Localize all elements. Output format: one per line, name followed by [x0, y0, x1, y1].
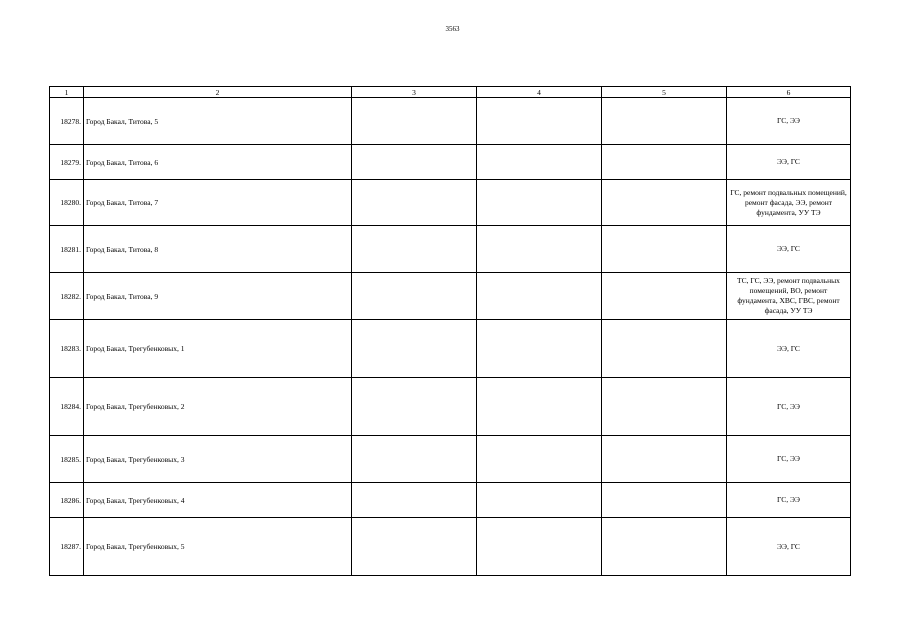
- row-col3: [352, 226, 477, 273]
- row-col4: [477, 436, 602, 483]
- column-header: 3: [352, 87, 477, 98]
- row-col3: [352, 145, 477, 180]
- table-row: [50, 378, 851, 436]
- row-works: ГС, ремонт подвальных помещений, ремонт фасада, ЭЭ, ремонт фундамента, УУ ТЭ: [727, 180, 851, 226]
- row-address: Город Бакал, Титова, 5: [84, 98, 352, 145]
- register-table: [49, 86, 851, 576]
- row-col5: [602, 518, 727, 576]
- row-number: 18285.: [50, 436, 84, 483]
- row-works: ГС, ЭЭ: [727, 98, 851, 145]
- row-works: ГС, ЭЭ: [727, 378, 851, 436]
- row-col4: [477, 320, 602, 378]
- row-works: ГС, ЭЭ: [727, 436, 851, 483]
- table-row: [50, 436, 851, 483]
- row-works: ЭЭ, ГС: [727, 145, 851, 180]
- row-col3: [352, 436, 477, 483]
- row-col4: [477, 518, 602, 576]
- row-number: 18287.: [50, 518, 84, 576]
- row-col3: [352, 273, 477, 320]
- row-works: ЭЭ, ГС: [727, 320, 851, 378]
- row-col5: [602, 98, 727, 145]
- row-col4: [477, 378, 602, 436]
- row-col5: [602, 320, 727, 378]
- row-col4: [477, 180, 602, 226]
- row-col5: [602, 273, 727, 320]
- table-row: [50, 273, 851, 320]
- row-col5: [602, 145, 727, 180]
- table-row: [50, 226, 851, 273]
- column-header: 6: [727, 87, 851, 98]
- row-col3: [352, 180, 477, 226]
- row-address: Город Бакал, Титова, 8: [84, 226, 352, 273]
- row-col3: [352, 320, 477, 378]
- row-address: Город Бакал, Титова, 6: [84, 145, 352, 180]
- row-works: ЭЭ, ГС: [727, 226, 851, 273]
- column-header: 4: [477, 87, 602, 98]
- row-address: Город Бакал, Трегубенковых, 2: [84, 378, 352, 436]
- column-header: 5: [602, 87, 727, 98]
- row-works: ТС, ГС, ЭЭ, ремонт подвальных помещений, ВО, ремонт фундамента, ХВС, ГВС, ремонт фасада, УУ ТЭ: [727, 273, 851, 320]
- row-col3: [352, 378, 477, 436]
- row-works: ЭЭ, ГС: [727, 518, 851, 576]
- row-number: 18283.: [50, 320, 84, 378]
- table-row: [50, 483, 851, 518]
- row-address: Город Бакал, Трегубенковых, 5: [84, 518, 352, 576]
- row-number: 18279.: [50, 145, 84, 180]
- column-header: 1: [50, 87, 84, 98]
- row-address: Город Бакал, Трегубенковых, 4: [84, 483, 352, 518]
- row-col4: [477, 145, 602, 180]
- row-col5: [602, 483, 727, 518]
- table-row: [50, 145, 851, 180]
- table-row: [50, 518, 851, 576]
- row-col5: [602, 436, 727, 483]
- row-col4: [477, 226, 602, 273]
- row-col5: [602, 180, 727, 226]
- table-row: [50, 180, 851, 226]
- row-address: Город Бакал, Трегубенковых, 1: [84, 320, 352, 378]
- row-col4: [477, 98, 602, 145]
- column-header: 2: [84, 87, 352, 98]
- page-number: 3563: [445, 25, 460, 33]
- table-row: [50, 98, 851, 145]
- row-address: Город Бакал, Титова, 9: [84, 273, 352, 320]
- row-col5: [602, 378, 727, 436]
- row-col3: [352, 98, 477, 145]
- row-col3: [352, 518, 477, 576]
- row-number: 18282.: [50, 273, 84, 320]
- row-number: 18281.: [50, 226, 84, 273]
- row-number: 18286.: [50, 483, 84, 518]
- row-col5: [602, 226, 727, 273]
- row-col3: [352, 483, 477, 518]
- row-address: Город Бакал, Трегубенковых, 3: [84, 436, 352, 483]
- row-number: 18284.: [50, 378, 84, 436]
- row-address: Город Бакал, Титова, 7: [84, 180, 352, 226]
- row-works: ГС, ЭЭ: [727, 483, 851, 518]
- row-col4: [477, 483, 602, 518]
- row-number: 18280.: [50, 180, 84, 226]
- row-col4: [477, 273, 602, 320]
- table-header-row: [50, 87, 851, 98]
- row-number: 18278.: [50, 98, 84, 145]
- table-row: [50, 320, 851, 378]
